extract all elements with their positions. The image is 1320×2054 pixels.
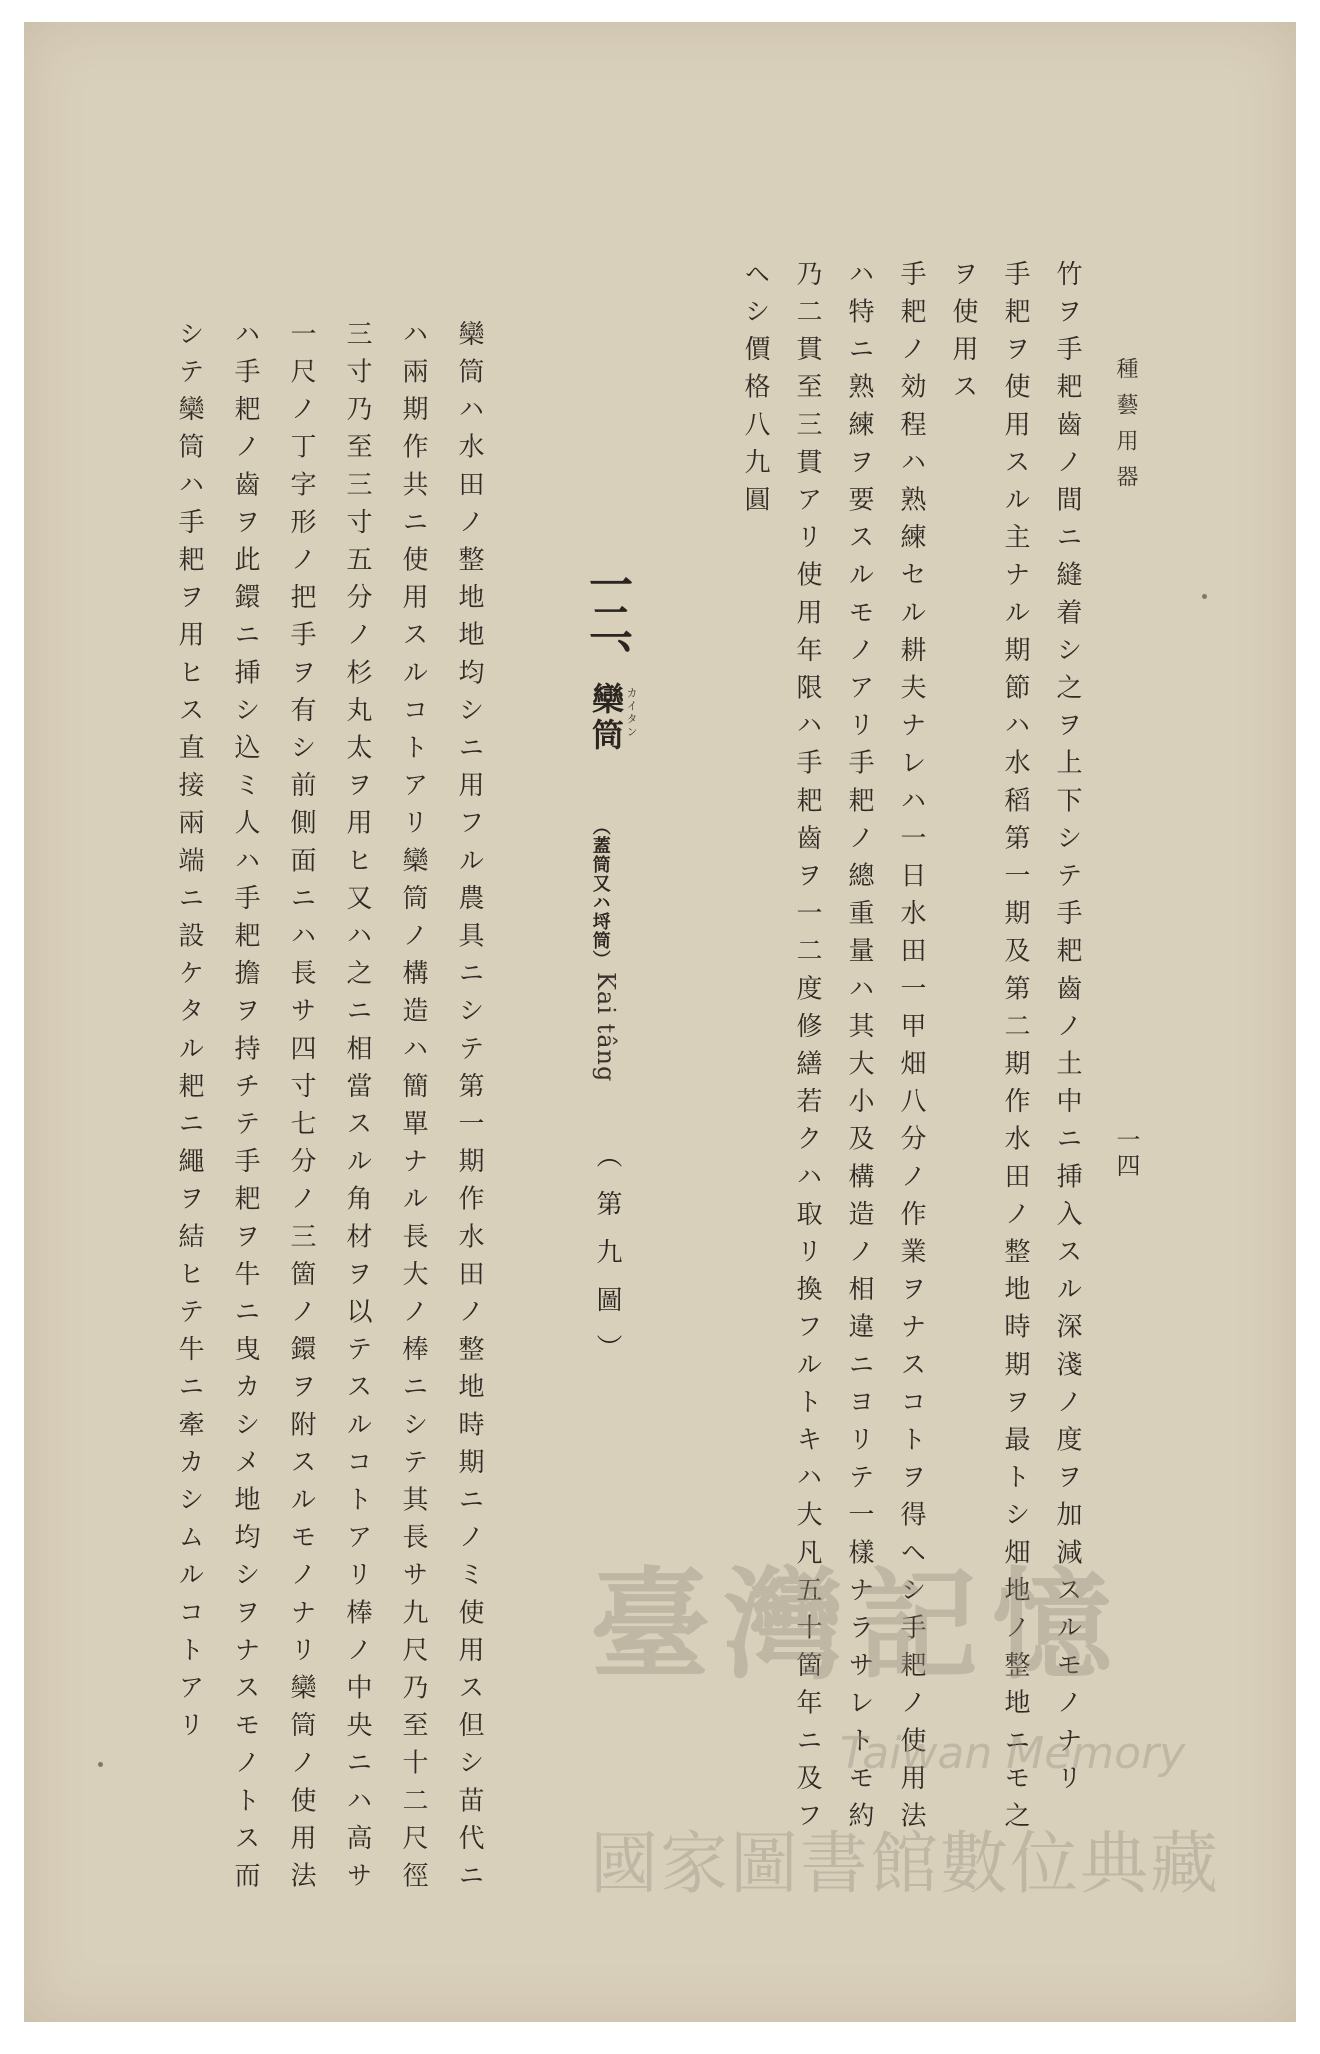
body-line: 竹ヲ手耙齒ノ間ニ縫着シ之ヲ上下シテ手耙齒ノ土中ニ挿入スル深淺ノ度ヲ加減スルモノナリ bbox=[1052, 260, 1082, 1802]
section-line: ハ手耙ノ齒ヲ此鐶ニ挿シ込ミ人ハ手耙擔ヲ持チテ手耙ヲ牛ニ曳カシメ地均シヲナスモノトス而 bbox=[230, 320, 260, 1900]
watermark-english: Taiwan Memory bbox=[840, 1728, 1186, 1779]
section-ruby: カイタン bbox=[625, 687, 638, 739]
figure-reference: （第九圖） bbox=[592, 1142, 622, 1382]
section-line: 一尺ノ丁字形ノ把手ヲ有シ前側面ニハ長サ四寸七分ノ三箇ノ鐶ヲ附スルモノナリ欒筒ノ使用法 bbox=[286, 320, 316, 1900]
section-line: 三寸乃至三寸五分ノ杉丸太ヲ用ヒ又ハ之ニ相當スル角材ヲ以テスルコトアリ棒ノ中央ニハ高サ bbox=[342, 320, 372, 1900]
paper-speck bbox=[98, 1762, 103, 1767]
watermark-chinese: 國家圖書館數位典藏 bbox=[590, 1825, 1221, 1904]
section-line: 欒筒ハ水田ノ整地地均シニ用フル農具ニシテ第一期作水田ノ整地時期ニノミ使用ス但シ苗代ニ bbox=[454, 320, 484, 1900]
section-number: 一二、 bbox=[581, 562, 632, 676]
paper-speck bbox=[1202, 594, 1207, 599]
section-line: シテ欒筒ハ手耙ヲ用ヒス直接兩端ニ設ケタル耙ニ繩ヲ結ヒテ牛ニ牽カシムルコトアリ bbox=[174, 320, 204, 1749]
page-number: 一四 bbox=[1112, 1127, 1140, 1179]
body-line: 手耙ノ効程ハ熟練セル耕夫ナレハ一日水田一甲畑八分ノ作業ヲナスコトヲ得ヘシ手耙ノ使用法 bbox=[896, 260, 926, 1840]
watermark-logo: 臺灣記憶 bbox=[590, 1555, 1126, 1696]
body-line: ヘシ價格八九圓 bbox=[740, 260, 770, 524]
document-page bbox=[24, 22, 1296, 2022]
running-head: 種藝用器 bbox=[1113, 357, 1138, 501]
body-line: 手耙ヲ使用スル主ナル期節ハ水稻第一期及第二期作水田ノ整地時期ヲ最トシ畑地ノ整地ニモ之 bbox=[1000, 260, 1030, 1840]
section-alt-name: （蓋筒又ハ埒筒） bbox=[589, 817, 611, 969]
section-line: ハ兩期作共ニ使用スルコトアリ欒筒ノ構造ハ簡單ナル長大ノ棒ニシテ其長サ九尺乃至十二尺徑 bbox=[398, 320, 428, 1900]
section-title: 欒筒 bbox=[587, 682, 625, 754]
body-line: 乃二貫至三貫アリ使用年限ハ手耙齒ヲ一二度修繕若クハ取リ換フルトキハ大凡五十箇年ニ及フ bbox=[792, 260, 822, 1840]
body-line: ハ特ニ熟練ヲ要スルモノアリ手耙ノ總重量ハ其大小及構造ノ相違ニヨリテ一樣ナラサレトモ約 bbox=[844, 260, 874, 1840]
section-romanization: Kai tâng bbox=[592, 972, 620, 1083]
body-line: ヲ使用ス bbox=[948, 260, 978, 411]
